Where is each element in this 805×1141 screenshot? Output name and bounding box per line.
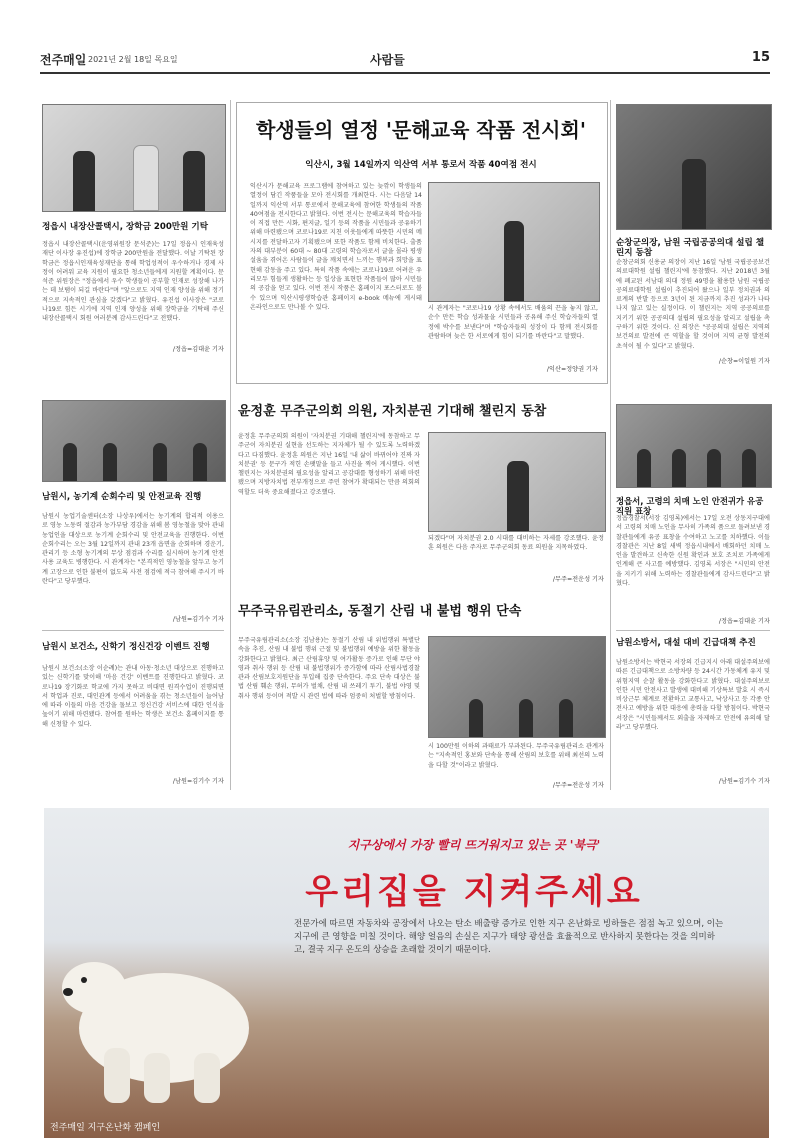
article-body: 무주국유림관리소(소장 김남용)는 동절기 산림 내 위법행위 특별단속을 추진, 산림 내 불법 행위 근절 및 불법행위 예방을 위한 활동을 강화한다고 밝혔다. 최근 산림휴양 및 여가활동 증가로 인해 무단 야영과 취사 행위 등 산림 내 불법행위가 증가함에 따라 산림사법경찰관과 산림보호지원단을 투입해 집중 단속한다. 주요 단속 대상은 불법 산림 훼손 행위, 무허가 벌채, 산림 내 쓰레기 투기, 불법 야영 및 취사 행위 등이며 적발 시 관련 법에 따라 엄중히 처벌할 방침이다. [238, 637, 420, 700]
article-byline: /남원=김기수 기자 [172, 778, 224, 785]
divider [616, 630, 770, 631]
article-body: 정읍경찰서(서장 김영록)에서는 17일 오전 상동지구대에서 고령의 치매 노인을 무사히 가족의 품으로 돌려보낸 경찰관들에게 유공 표창을 수여하고 노고를 치하했다. 이들 경찰관은 지난 8일 새벽 정읍시내에서 배회하던 치매 노인을 발견하고 신속한 신원 확인과 보호 조치로 가족에게 인계해 큰 사고를 예방했다. 김영록 서장은 "시민의 안전을 지키기 위해 노력하는 경찰관들에게 감사드린다"고 밝혔다. [616, 515, 770, 588]
article-headline: 학생들의 열정 '문해교육 작품 전시회' [256, 118, 586, 142]
article-body: 윤정훈 무주군의회 의원이 '자치분권 기대해 챌린지'에 동참하고 무주군이 자치분권 실현을 선도하는 지자체가 될 수 있도록 노력하겠다고 다짐했다. 윤정훈 의원은 지난 16일 '내 삶이 바뀌어야 진짜 자치분권' 등 문구가 적힌 손팻말을 들고 사진을 찍어 게시했다. 이번 챌린지는 자치분권의 필요성을 알리고 공감대를 형성하기 위해 마련됐으며 지방자치법 전부개정으로 주민 참여가 확대되는 만큼 의회의 역할도 더욱 중요해졌다고 강조했다. [238, 433, 420, 496]
article-photo [428, 636, 606, 738]
polar-bear-illustration [54, 918, 264, 1108]
newspaper-brand: 전주매일 [40, 53, 87, 67]
column-divider [610, 100, 611, 790]
article-byline: /무주=전운성 기자 [552, 782, 604, 789]
article-body: 남원시 농업기술센터(소장 나상우)에서는 농기계의 합리적 이용으로 영농 노동력 절감과 농가부담 경감을 위해 봄 영농철을 맞아 관내 농업인을 대상으로 농기계 순회수리 및 안전교육을 진행한다. 이번 순회수리는 오는 3월 12일까지 관내 23개 읍면을 순회하며 경운기, 관리기 등 소형 농기계의 무상 점검과 수리를 실시하며 농기계 안전사용 교육도 병행한다. 시 관계자는 "본격적인 영농철을 앞두고 농기계 고장으로 인한 불편이 없도록 사전 점검에 적극 참여해 주시기 바란다"고 당부했다. [42, 513, 224, 586]
article-headline: 정읍시 내장산콜택시, 장학금 200만원 기탁 [42, 222, 208, 232]
ad-title: 우리집을 지켜주세요 [305, 872, 643, 912]
article-photo [428, 182, 600, 302]
article-headline: 무주국유림관리소, 동절기 산림 내 불법 행위 단속 [238, 604, 522, 619]
article-headline: 남원시 보건소, 신학기 정신건강 이벤트 진행 [42, 642, 210, 652]
article-body-continued: 시 관계자는 "코로나19 상황 속에서도 배움의 끈을 놓지 않고, 순수 만든 학습 성과물을 시민들과 공유해 주신 학습자들의 열정에 박수를 보낸다"며 "학습자들의 성장이 다 함께 전시회를 관람하며 늦은 한 서로에게 힘이 되기를 바란다"고 말했다. [428, 305, 598, 340]
ad-text: 전문가에 따르면 자동차와 공장에서 나오는 탄소 배출량 증가로 인한 지구 온난화로 빙하들은 점점 녹고 있으며, 이는 지구에 큰 영향을 미칠 것이다. 해양 얼음의 손실은 지구가 태양 광선을 효율적으로 반사하지 못한다는 것을 의미하고, 결국 지구 온도의 상승을 초래할 것이기 때문이다. [294, 919, 724, 955]
article-body: 익산시가 문해교육 프로그램에 참여하고 있는 늦깎이 학생들의 열정이 담긴 작품들을 모아 전시회를 개최한다. 시는 다음달 14일까지 익산역 서부 통로에서 문해교육에 참여한 학생들의 작품 40여점을 전시한다고 밝혔다. 이번 전시는 문해교육의 학습자들이 직접 만든 시화, 편지글, 일기 등의 작품을 시민들과 공유하기 위해 마련됐으며 코로나19로 지친 이웃들에게 따뜻한 시민의 메시지를 전달하고자 기획됐으며 또한 작품도 함께 비치한다. 출품자의 대부분이 60대 ~ 80대 고령의 학습자로서 글을 몰라 평생 설움을 겪어온 사람들이 글을 깨치면서 느끼는 행복과 희망을 표현해 감동을 주고 있다. 특히 작품 속에는 코로나19로 어려운 우리모두 힘들게 생활하는 등 일상을 표현한 작품들이 많아 시민들의 공감을 얻고 있다. 이번 전시 작품은 홈페이지 포스터로도 볼 수 있으며 익산시평생학습관 홈페이지 e-book 메뉴에 게시돼 온라인으로도 만나볼 수 있다. [250, 183, 422, 311]
article-photo [616, 404, 772, 488]
article-photo [616, 104, 772, 230]
page-number: 15 [751, 50, 770, 65]
article-body: 남원시 보건소(소장 이순례)는 관내 아동·청소년 대상으로 진행하고 있는 신학기를 맞이해 '마음 건강' 이벤트를 진행한다고 밝혔다. 코로나19 장기화로 학교에 가지 못하고 비대면 원격수업이 진행되면서 학업과 진로, 대인관계 등에서 어려움을 겪는 청소년들이 늘어남에 따라 이들의 마음 건강을 돌보고 정신건강 서비스에 대한 인식을 높이기 위해 마련됐다. 참여를 원하는 학생은 보건소 홈페이지를 통해 신청할 수 있다. [42, 665, 224, 728]
article-headline: 정읍서, 고령의 치매 노인 안전귀가 유공 직원 표창 [616, 496, 764, 517]
article-byline: /익산=정양권 기자 [546, 366, 598, 373]
article-body-continued: 되겠다"며 자치분권 2.0 시대를 대비하는 자세를 강조했다. 윤정훈 의원은 다음 주자로 무주군의회 동료 의원을 지목하였다. [428, 535, 604, 552]
issue-date: 2021년 2월 18일 목요일 [88, 55, 178, 64]
article-body: 남원소방서는 박현국 서장의 긴급지시 아래 대설주의보에 따른 긴급대책으로 소방차량 등 24시간 가동체계 유지 및 위험지역 순찰 활동을 강화한다고 밝혔다. 대설주의보로 인한 시민 안전사고 발생에 대비해 기상특보 발효 시 즉시 비상근무 체계로 전환하고 교통사고, 낙상사고 등 각종 안전사고 예방을 위한 대응에 총력을 다할 방침이다. 박현국 서장은 "시민들께서도 외출을 자제하고 안전에 유의해 달라"고 당부했다. [616, 659, 770, 732]
article-byline: /정읍=김대윤 기자 [172, 346, 224, 353]
article-photo [42, 400, 226, 482]
ad-slogan: 지구상에서 가장 빨리 뜨거워지고 있는 곳 '북극' [347, 838, 601, 852]
article-byline: /무주=전운성 기자 [552, 576, 604, 583]
article-byline: /남원=김기수 기자 [172, 616, 224, 623]
section-title: 사람들 [370, 53, 405, 67]
article-body-continued: 시 100만원 이하의 과태료가 부과된다. 무주국유림관리소 관계자는 "지속적인 홍보와 단속을 통해 산림의 보호를 위해 최선의 노력을 다할 것"이라고 밝혔다. [428, 743, 604, 769]
article-photo [42, 104, 226, 212]
article-byline: /남원=김기수 기자 [718, 778, 770, 785]
campaign-advertisement [44, 808, 769, 1138]
page-header [40, 48, 770, 74]
article-photo [428, 432, 606, 532]
article-headline: 윤정훈 무주군의회 의원, 자치분권 기대해 챌린지 동참 [238, 404, 547, 419]
article-body: 순창군의회 신용균 의장이 지난 16일 '남원 국립공공보건의료대학원 설립 챌린지'에 동참했다. 지난 2018년 3월에 폐교된 서남대 의대 정원 49명을 활용한 남원 국립공공의료대학원 설립이 추진되어 왔으나 일부 정치권과 의료계의 반발 등으로 3년이 된 지금까지 추진 성과가 나타나지 않고 있는 실정이다. 이 챌린지는 지역 공공의료를 지키기 위한 공공의대 설립의 필요성을 알리고 설립을 촉구하기 위한 것이다. 신 의장은 "공공의대 설립은 지역의 보건의료 발전에 큰 역할을 할 것이며 지역 균형 발전의 초석이 될 수 있다"고 밝혔다. [616, 259, 770, 350]
article-headline: 순창군의장, 남원 국립공공의대 설립 챌린지 동참 [616, 238, 765, 259]
article-headline: 남원시, 농기계 순회수리 및 안전교육 진행 [42, 492, 202, 502]
column-divider [230, 100, 231, 790]
ad-credit: 전주매일 지구온난화 캠페인 [50, 1123, 161, 1133]
article-byline: /정읍=김대윤 기자 [718, 618, 770, 625]
article-body: 정읍시 내장산콜택시(운영위원장 문석준)는 17일 정읍시 인재육성재단 이사장 유진섭)에 장학금 200만원을 전달했다. 이날 기탁된 장학금은 정읍시인재육성재단을 통해 학업성적이 우수하거나 경제 사정이 어려워 교육 지원이 필요한 청소년들에게 지원할 계획이다. 문석준 위원장은 "정읍에서 우수 학생들이 공부할 인재로 성장해 나가는 데 보탬이 되길 바란다"며 "앞으로도 지역 인재 양성을 위해 정기적으로 지속적인 관심을 갖겠다"고 밝혔다. 유진섭 이사장은 "코로나19로 힘든 시기에 지역 인재 양성을 위해 장학금을 기탁해 주신 내장산콜택시 회원 여러분께 감사드린다"고 전했다. [42, 241, 224, 323]
divider [42, 630, 224, 631]
article-subtitle: 익산시, 3월 14일까지 익산역 서부 통로서 작품 40여점 전시 [305, 160, 537, 170]
article-headline: 남원소방서, 대설 대비 긴급대책 추진 [616, 638, 756, 648]
article-byline: /순창=이일원 기자 [718, 358, 770, 365]
